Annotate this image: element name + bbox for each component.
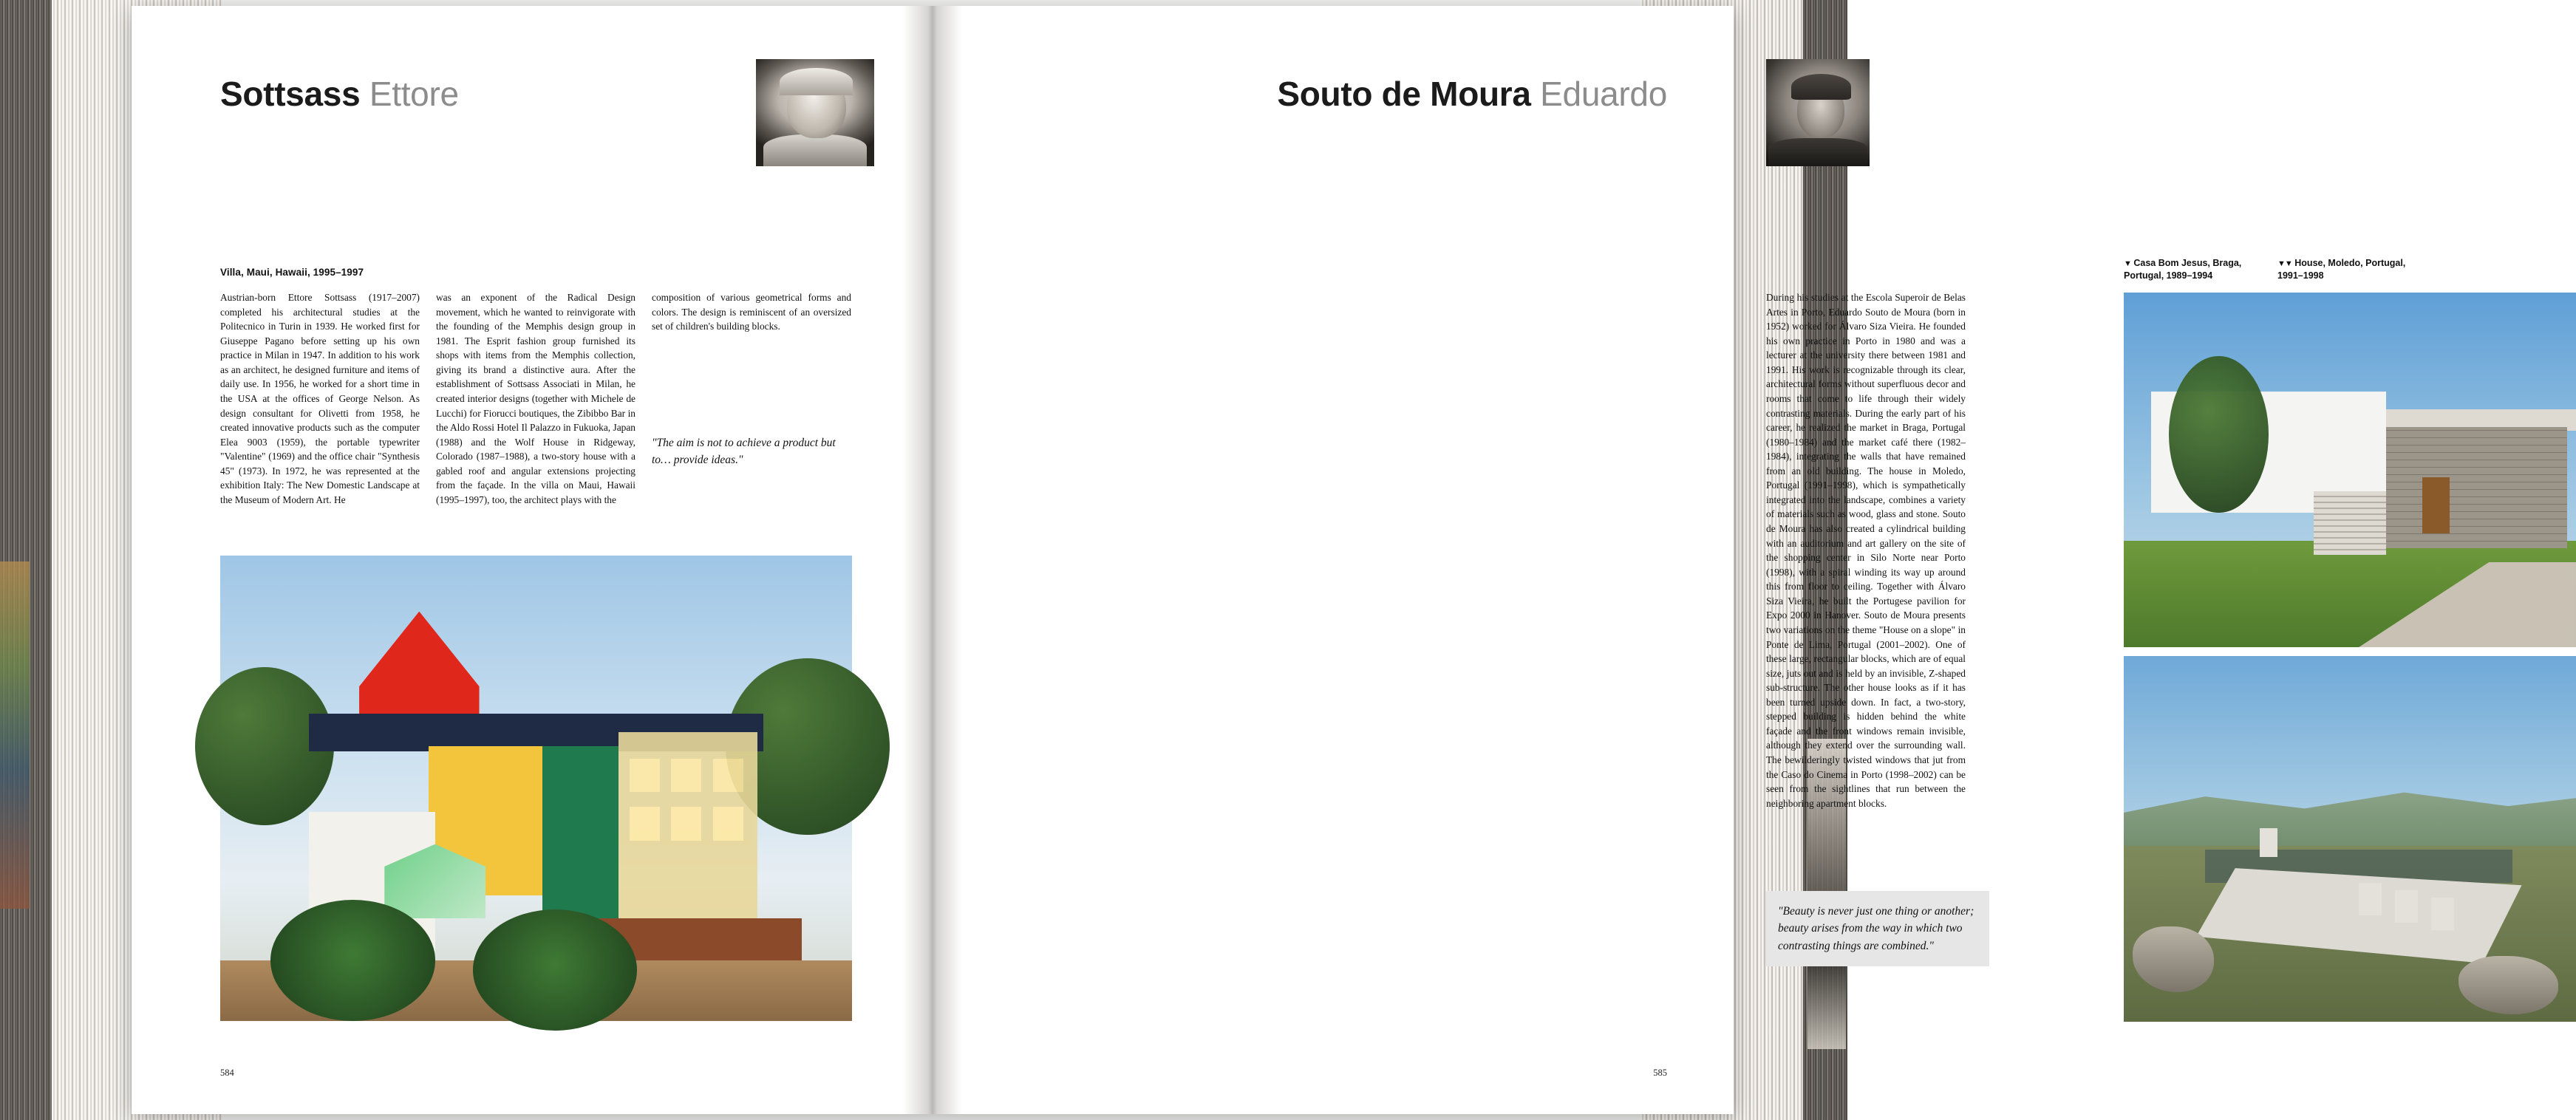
moledo-roof-block-2: [2395, 890, 2418, 923]
page-title-left-surname: Sottsass: [220, 75, 361, 113]
portrait-souto-de-moura: [1766, 59, 1870, 166]
caption-house-moledo-text: House, Moledo, Portugal, 1991–1998: [2277, 258, 2406, 281]
left-edge-color-bleed: [0, 561, 30, 909]
villa-palm-center: [473, 909, 637, 1031]
photo-casa-bom-jesus: [2124, 293, 2576, 647]
page-right: [933, 6, 2406, 1114]
moledo-roof-block-3: [2431, 898, 2454, 931]
villa-window-e: [671, 807, 701, 840]
folio-left: 584: [220, 1068, 234, 1078]
villa-green-block: [542, 746, 619, 932]
page-left: [132, 6, 933, 1114]
page-title-right: [1277, 74, 1667, 114]
open-book: [132, 6, 2406, 1114]
page-title-right-firstname: Eduardo: [1540, 75, 1667, 113]
pull-quote-souto: "Beauty is never just one thing or another; beauty arises from the way in which two contrasting things are combined.": [1766, 891, 1989, 966]
casa-tree: [2169, 356, 2269, 512]
villa-glass-pavilion: [619, 732, 757, 918]
photo-house-moledo: [2124, 656, 2576, 1022]
portrait-souto-hair: [1791, 74, 1851, 100]
body-column-2: was an exponent of the Radical Design movement, which he wanted to reinvigorate with the founding of the Memphis design group in 1981. The Esprit fashion group furnished its shops with items from the Memphis collection, giving its brand a distinctive aura. After the establishment of Sottsass Associati in Milan, he created interior designs (together with Michele de Lucchi) for Fiorucci boutiques, the Zibibbo Bar in the Aldo Rossi Hotel Il Palazzo in Fukuoka, Japan (1988) and the Wolf House in Ridgeway, Colorado (1987–1988), a two-story house with a gabled roof and angular extensions projecting from the façade. In the villa on Maui, Hawaii (1995–1997), too, the architect plays with the: [436, 292, 636, 505]
caption-villa: Villa, Maui, Hawaii, 1995–1997: [220, 267, 364, 278]
page-title-left: [220, 74, 459, 114]
body-column-right: During his studies at the Escola Superoir de Belas Artes in Porto, Eduardo Souto de Moura (born in 1952) worked for Álvaro Siza Vieira. He founded his own practice in Porto in 1980 and was a lecturer at the university there between 1981 and 1991. His work is recognizable through its clear, architectural forms without superfluous decor and rooms that come to life through their widely contrasting materials. During the early part of his career, he realized the market in Braga, Portugal (1980–1984) and the market café there (1982–1984), integrating the walls that have remained from an old building. The house in Moledo, Portugal (1991–1998), which is sympathetically integrated into the landscape, combines a variety of materials such as wood, glass and stone. Souto de Moura has also created a cylindrical building with an auditorium and art gallery on the site of the shopping center in Silo Norte near Porto (1998), with a spiral winding its way up around this from floor to ceiling. Together with Álvaro Siza Vieira, he built the Portugese pavilion for Expo 2000 in Hanover. Souto de Moura presents two variations on the theme "House on a slope" in Ponte de Lima, Portugal (2001–2002). One of these large, rectangular blocks, which are of equal size, juts out and is held by an invisible, Z-shaped sub-structure. The other house looks as if it has been turned upside down. In fact, a two-story, stepped building is hidden behind the white façade and the front windows remain invisible, although they extend over the surrounding wall. The bewilderingly twisted windows that jut from the Caso do Cinema in Porto (1998–2002) can be seen from the sightlines that run between the neighboring apartment blocks.: [1766, 292, 1966, 809]
villa-window-b: [671, 759, 701, 792]
portrait-sottsass-body: [763, 134, 868, 167]
casa-stairs: [2314, 491, 2386, 555]
body-column-1: Austrian-born Ettore Sottsass (1917–2007) completed his architectural studies at the Politecnico in Turin in 1939. He worked first for Giuseppe Pagano before setting up his own practice in Milan in 1947. In addition to his work as an architect, he designed furniture and items of daily use. In 1956, he worked for a short time in the USA at the offices of George Nelson. As design consultant for Olivetti from 1958, he created innovative products such as the computer Elea 9003 (1959), the portable typewriter "Valentine" (1969) and the office chair "Synthesis 45" (1973). In 1972, he was represented at the exhibition Italy: The New Domestic Landscape at the Museum of Modern Art. He: [220, 292, 420, 505]
page-title-left-firstname: Ettore: [369, 75, 459, 113]
pull-quote-sottsass: "The aim is not to achieve a product but to… provide ideas.": [652, 437, 836, 467]
villa-window-f: [713, 807, 743, 840]
portrait-souto-body: [1768, 138, 1867, 166]
triangle-double-down-icon: ▼▼: [2277, 259, 2292, 268]
moledo-chimney: [2260, 828, 2277, 858]
body-column-3: composition of various geometrical forms and colors. The design is reminiscent of an oversized set of children's building blocks.: [652, 292, 851, 332]
caption-casa-bom-jesus: [2124, 257, 2257, 282]
villa-window-c: [713, 759, 743, 792]
portrait-sottsass-hair: [780, 68, 853, 96]
casa-wood-door: [2422, 477, 2450, 534]
caption-house-moledo: [2277, 257, 2410, 282]
villa-palm-left: [270, 900, 435, 1021]
villa-window-a: [630, 759, 660, 792]
left-page-edges-dark: [0, 0, 52, 1120]
moledo-roof-block-1: [2359, 883, 2382, 916]
page-title-right-surname: Souto de Moura: [1277, 75, 1531, 113]
photo-villa-maui: [220, 556, 852, 1021]
triangle-down-icon: ▼: [2124, 259, 2131, 268]
villa-window-d: [630, 807, 660, 840]
caption-casa-bom-jesus-text: Casa Bom Jesus, Braga, Portugal, 1989–1994: [2124, 258, 2242, 281]
folio-right: 585: [1653, 1068, 1667, 1078]
portrait-sottsass: [756, 59, 874, 166]
